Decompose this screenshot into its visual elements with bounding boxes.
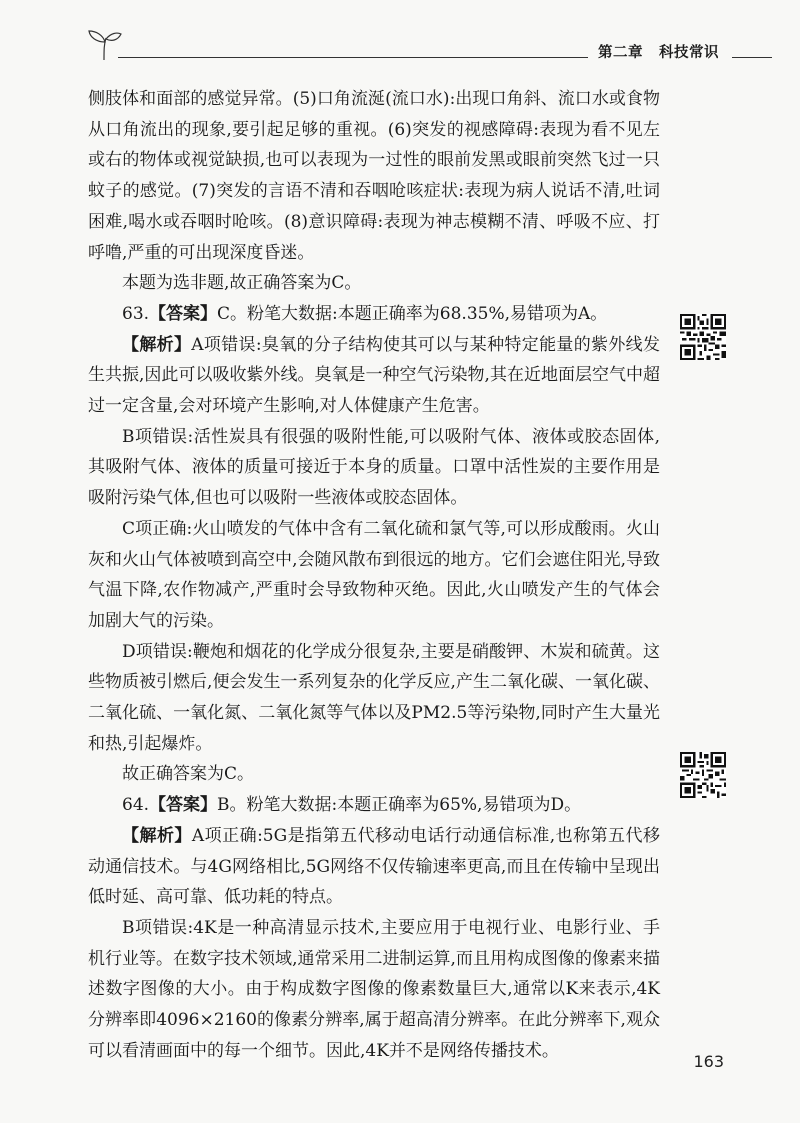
- paragraph-text: B项错误:活性炭具有很强的吸附性能,可以吸附气体、液体或胶态固体,其吸附气体、液体的质量可接近于本身的质量。口罩中活性炭的主要作用是吸附污染气体,但也可以吸附一些液体或胶态固体。: [88, 426, 660, 509]
- paragraph: [88, 759, 660, 790]
- question-number: 63.: [122, 303, 150, 324]
- paragraph: [88, 268, 660, 299]
- page-number: 163: [693, 1052, 724, 1071]
- paragraph-text: B项错误:4K是一种高清显示技术,主要应用于电视行业、电影行业、手机行业等。在数字技术领域,通常采用二进制运算,而且用构成图像的像素来描述数字图像的大小。由于构成数字图像的像素数量巨大,通常以K来表示,4K分辨率即4096×2160的像素分辨率,属于超高清分辨率。在此分辨率下,观众可以看清画面中的每一个细节。因此,4K并不是网络传播技术。: [88, 917, 660, 1061]
- paragraph-text: A项错误:臭氧的分子结构使其可以与某种特定能量的紫外线发生共振,因此可以吸收紫外线。臭氧是一种空气污染物,其在近地面层空气中超过一定含量,会对环境产生影响,对人体健康产生危害。: [88, 334, 660, 417]
- qr-code-icon[interactable]: [680, 752, 726, 798]
- qr-code-icon[interactable]: [680, 314, 726, 360]
- chapter-heading: [598, 41, 732, 62]
- answer-63: [88, 299, 660, 330]
- paragraph-text: B。粉笔大数据:本题正确率为65%,易错项为D。: [217, 795, 582, 816]
- analysis-label: 【解析】: [122, 334, 192, 355]
- page-header: [0, 0, 800, 70]
- page-body: [88, 84, 660, 1067]
- answer-label: 【答案】: [149, 303, 218, 324]
- paragraph-text: 故正确答案为C。: [122, 764, 255, 785]
- answer-label: 【答案】: [149, 795, 218, 816]
- answer-64: [88, 790, 660, 821]
- question-number: 64.: [122, 795, 150, 816]
- paragraph: [88, 514, 660, 637]
- paragraph-text: D项错误:鞭炮和烟花的化学成分很复杂,主要是硝酸钾、木炭和硫黄。这些物质被引燃后,便会发生一系列复杂的化学反应,产生二氧化碳、一氧化碳、二氧化硫、一氧化氮、二氧化氮等气体以及PM2.5等污染物,同时产生大量光和热,引起爆炸。: [88, 641, 660, 754]
- header-rule-left: [118, 57, 588, 58]
- paragraph-text: 本题为选非题,故正确答案为C。: [122, 273, 362, 294]
- header-rule-right: [732, 57, 772, 58]
- paragraph: [88, 637, 660, 760]
- paragraph-text: C。粉笔大数据:本题正确率为68.35%,易错项为A。: [217, 303, 608, 324]
- analysis-63: [88, 330, 660, 422]
- paragraph-text: A项正确:5G是指第五代移动电话行动通信标准,也称第五代移动通信技术。与4G网络相比,5G网络不仅传输速率更高,而且在传输中呈现出低时延、高可靠、低功耗的特点。: [88, 825, 661, 908]
- paragraph: [88, 422, 660, 514]
- paragraph-text: C项正确:火山喷发的气体中含有二氧化硫和氯气等,可以形成酸雨。火山灰和火山气体被喷到高空中,会随风散布到很远的地方。它们会遮住阳光,导致气温下降,农作物减产,严重时会导致物种灭绝。因此,火山喷发产生的气体会加剧大气的污染。: [88, 518, 660, 631]
- paragraph-text: 侧肢体和面部的感觉异常。(5)口角流涎(流口水):出现口角斜、流口水或食物从口角流出的现象,要引起足够的重视。(6)突发的视感障碍:表现为看不见左或右的物体或视觉缺损,也可以表现为一过性的眼前发黑或眼前突然飞过一只蚊子的感觉。(7)突发的言语不清和吞咽呛咳症状:表现为病人说话不清,吐词困难,喝水或吞咽时呛咳。(8)意识障碍:表现为神志模糊不清、呼吸不应、打呼噜,严重的可出现深度昏迷。: [88, 89, 660, 263]
- chapter-title: 科技常识: [659, 45, 719, 61]
- paragraph: [88, 913, 660, 1067]
- chapter-number: 第二章: [598, 45, 643, 61]
- paragraph: [88, 84, 660, 268]
- analysis-label: 【解析】: [122, 825, 192, 846]
- analysis-64: [88, 821, 660, 913]
